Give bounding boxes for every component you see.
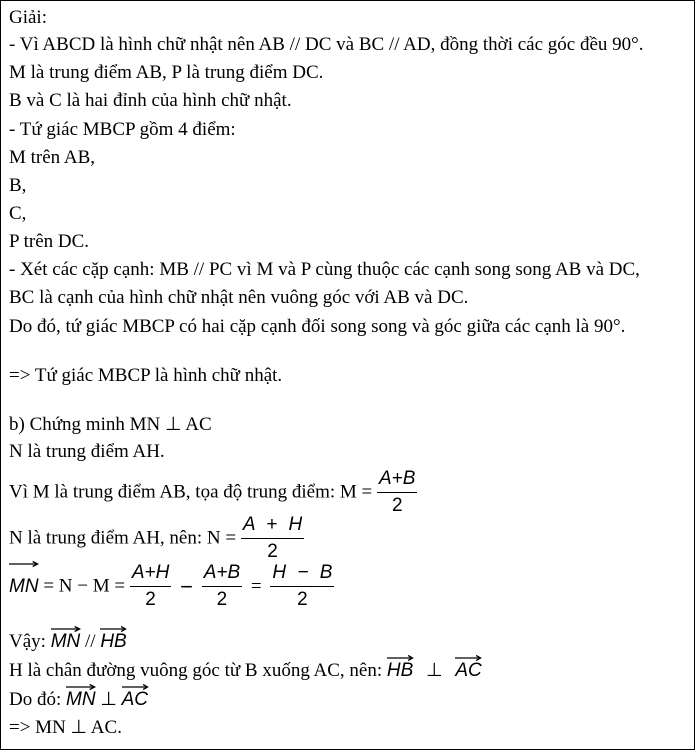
equation-text: = N − M = <box>43 575 126 597</box>
parallel-line <box>9 630 127 654</box>
vector-arrow-icon <box>100 626 126 632</box>
vector-arrow-icon <box>51 626 81 632</box>
fraction-n-denominator: 2 <box>267 541 278 562</box>
fraction-1 <box>130 562 172 611</box>
fraction-3-numerator: H − B <box>272 562 333 583</box>
fraction-bar <box>241 538 304 539</box>
fraction-bar <box>202 586 242 587</box>
vector-arrow-icon <box>122 684 148 690</box>
perpendicular-line <box>9 659 482 683</box>
conclusion-line: => Tứ giác MBCP là hình chữ nhật. <box>9 365 283 386</box>
do-do-text: Do đó: <box>9 689 62 710</box>
parallel-symbol: // <box>85 631 96 652</box>
vector-hb-label: HB <box>386 660 414 681</box>
text-line: M là trung điểm AB, P là trung điểm DC. <box>9 62 324 83</box>
midpoint-n-line <box>9 514 304 562</box>
final-conclusion: => MN ⊥ AC. <box>9 717 122 738</box>
text-line: M trên AB, <box>9 147 96 168</box>
fraction-m <box>377 468 417 517</box>
text-line: P trên DC. <box>9 231 90 252</box>
text-line: BC là cạnh của hình chữ nhật nên vuông góc với AB và DC. <box>9 287 469 308</box>
text-line: - Tứ giác MBCP gồm 4 điểm: <box>9 119 236 140</box>
vector-mn <box>51 630 81 654</box>
fraction-bar <box>270 586 334 587</box>
vector-hb <box>100 630 126 654</box>
vector-ac <box>455 659 481 683</box>
midpoint-m-text: Vì M là trung điểm AB, tọa độ trung điểm: M = <box>9 481 373 503</box>
fraction-2-denominator: 2 <box>216 589 228 610</box>
vector-mn-label: MN <box>50 631 81 652</box>
text-line: B, <box>9 175 27 196</box>
fraction-n-numerator: A + H <box>242 514 303 535</box>
part-b-heading: b) Chứng minh MN ⊥ AC <box>9 414 212 435</box>
fraction-m-denominator: 2 <box>391 495 403 516</box>
fraction-3-denominator: 2 <box>297 589 308 610</box>
vector-mn-label: MN <box>9 575 39 597</box>
heading-giai: Giải: <box>9 7 47 28</box>
vector-arrow-icon <box>387 655 413 661</box>
fraction-bar <box>130 586 172 587</box>
vector-mn-label: MN <box>66 689 96 710</box>
foot-text: H là chân đường vuông góc từ B xuống AC, nên: <box>9 660 383 681</box>
perp-symbol: ⊥ <box>426 660 443 681</box>
vector-arrow-icon <box>455 655 481 661</box>
vector-ac-label: AC <box>455 660 482 681</box>
vector-hb-label: HB <box>100 631 127 652</box>
fraction-2 <box>202 562 242 611</box>
vector-ac-label: AC <box>121 689 149 710</box>
text-line: Do đó, tứ giác MBCP có hai cặp cạnh đối song song và góc giữa các cạnh là 90°. <box>9 316 626 337</box>
equals-sign: = <box>250 575 262 597</box>
vector-arrow-icon <box>9 561 39 567</box>
perp-symbol: ⊥ <box>100 689 117 710</box>
vector-mn-equation <box>9 562 334 610</box>
fraction-n <box>241 514 304 563</box>
text-line: - Vì ABCD là hình chữ nhật nên AB // DC và BC // AD, đồng thời các góc đều 90°. <box>9 34 644 55</box>
minus-sign: − <box>180 573 193 599</box>
text-line: B và C là hai đỉnh của hình chữ nhật. <box>9 90 292 111</box>
fraction-1-denominator: 2 <box>145 589 156 610</box>
midpoint-m-line <box>9 468 417 516</box>
vector-mn <box>9 565 39 609</box>
fraction-2-numerator: A+B <box>203 562 241 583</box>
text-line: N là trung điểm AH. <box>9 441 165 462</box>
fraction-m-numerator: A+B <box>379 468 416 489</box>
fraction-1-numerator: A+H <box>131 562 170 583</box>
text-line: - Xét các cặp cạnh: MB // PC vì M và P cùng thuộc các cạnh song song AB và DC, <box>9 259 640 280</box>
vay-text: Vậy: <box>9 631 46 652</box>
vector-arrow-icon <box>66 684 96 690</box>
vector-ac <box>122 688 148 712</box>
vector-hb <box>387 659 413 683</box>
vector-mn <box>66 688 96 712</box>
text-line: C, <box>9 203 27 224</box>
therefore-line <box>9 688 148 712</box>
fraction-bar <box>377 492 417 493</box>
midpoint-n-text: N là trung điểm AH, nên: N = <box>9 527 237 549</box>
fraction-3 <box>270 562 334 611</box>
